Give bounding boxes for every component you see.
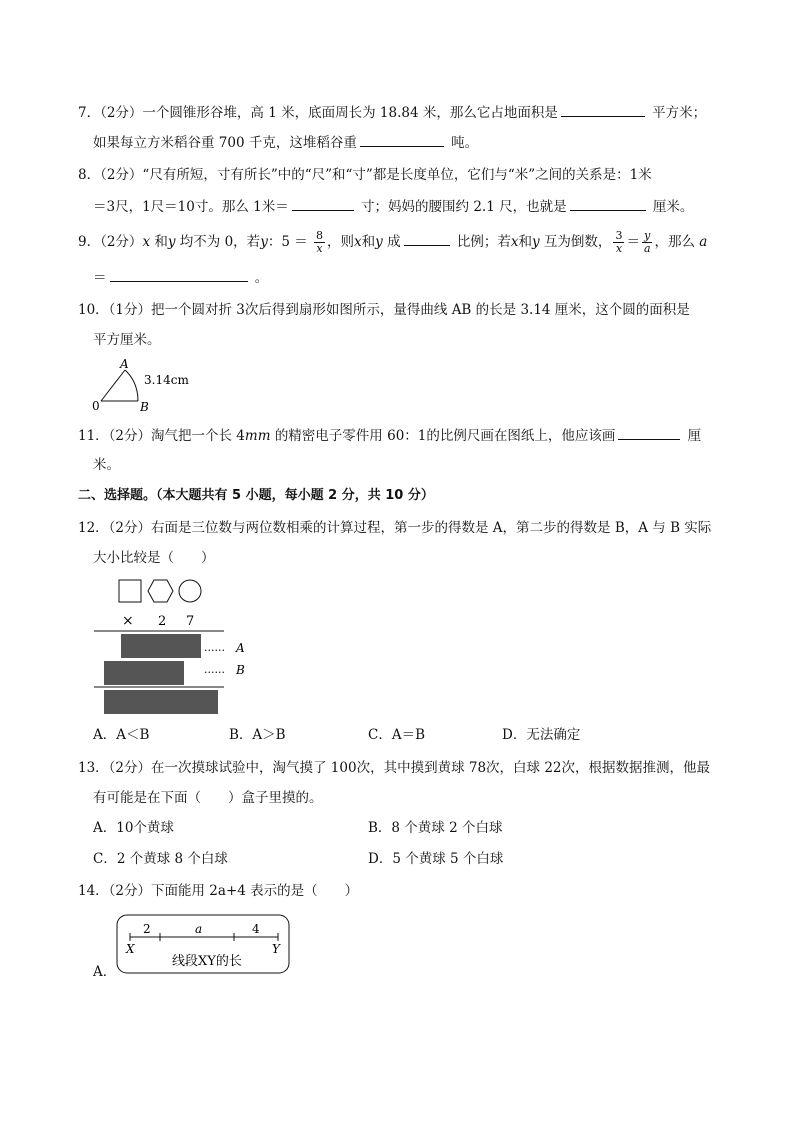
- q14-text-a: 14．（2分）下面能用 2a+4 表示的是（ ）: [78, 883, 359, 899]
- q14-option-a-figure: [116, 914, 292, 976]
- q11-line1: [78, 425, 701, 446]
- q9-text: 均不为 0，若: [179, 234, 261, 250]
- q11-text-d: 米。: [93, 457, 120, 473]
- q8-line1: [78, 165, 652, 185]
- q12-option-b-label: B．A＞B: [229, 727, 286, 743]
- q9-text: 互为倒数，: [543, 234, 612, 250]
- q9-text: 和: [518, 234, 532, 250]
- q11-line2: [93, 455, 120, 475]
- q11-text-c: 厘: [687, 428, 702, 444]
- q13-option-a-label: A．10个黄球: [93, 820, 174, 836]
- q10-line1: [78, 300, 690, 320]
- q9-fraction-y-over-a: [642, 230, 653, 255]
- q13-option-c[interactable]: [93, 849, 228, 869]
- q9-text: ＝: [93, 270, 107, 286]
- q13-option-b[interactable]: [368, 818, 502, 838]
- q14-option-a[interactable]: [93, 962, 116, 982]
- hexagon-digit-icon: [148, 580, 173, 602]
- q9-var-x: x: [354, 234, 362, 250]
- q9-text: 和: [361, 234, 376, 250]
- frac-den: x: [615, 242, 623, 255]
- frac-num: 8: [316, 229, 324, 242]
- times-sign: ×: [122, 613, 134, 629]
- q9-text: 成: [387, 234, 401, 250]
- label-o: 0: [92, 399, 100, 413]
- q13-text-b: 有可能是在下面（ ）盒子里摸的。: [93, 790, 323, 806]
- label-b: B: [140, 400, 149, 414]
- digit-2: 2: [158, 614, 167, 629]
- q8-text-d: 厘米。: [652, 199, 694, 215]
- q12-option-d[interactable]: [502, 725, 580, 745]
- sector-arc-ab: [125, 370, 138, 401]
- q9-var-y: y: [532, 234, 540, 250]
- q9-var-a: a: [699, 234, 708, 250]
- label-a: a: [195, 922, 203, 936]
- label-2: 2: [143, 922, 151, 936]
- q10-text-b: 平方厘米。: [93, 332, 161, 348]
- partial-product-a-block: [121, 634, 201, 658]
- q7-text-d: 吨。: [451, 135, 479, 151]
- product-block: [104, 690, 218, 714]
- q12-multiplication-figure: [90, 577, 260, 717]
- q11-blank[interactable]: [618, 425, 680, 440]
- q7-text-a: 7．（2分）一个圆锥形谷堆，高 1 米，底面周长为 18.84 米，那么它占地面积是: [78, 105, 558, 121]
- frac-den: x: [316, 242, 323, 255]
- q7-text-b: 平方米；: [652, 105, 707, 121]
- digit-7: 7: [186, 614, 195, 629]
- q11-text-a: 11．（2分）淘气把一个长 4: [78, 428, 245, 444]
- label-arc-length: 3.14cm: [144, 373, 189, 387]
- q8-text-c: 寸；妈妈的腰围约 2.1 尺，也就是: [361, 199, 567, 215]
- frac-num: y: [644, 229, 651, 242]
- q7-text-c: 如果每立方米稻谷重 700 千克，这堆稻谷重: [93, 135, 357, 151]
- q7-line1: [78, 102, 706, 123]
- label-x: X: [126, 942, 135, 956]
- q9-fraction-8-over-x: [314, 230, 325, 255]
- q12-option-b[interactable]: [229, 725, 286, 745]
- q8-text-b: ＝3尺，1尺＝10寸。那么 1米＝: [93, 199, 289, 215]
- q12-option-d-label: D．无法确定: [502, 727, 581, 743]
- q13-option-b-label: B．8 个黄球 2 个白球: [368, 820, 503, 836]
- q12-line2: [93, 548, 215, 568]
- square-digit-icon: [119, 580, 141, 602]
- section-2-heading: [78, 486, 434, 506]
- label-b: B: [236, 663, 245, 677]
- q14-option-a-label: A．: [93, 964, 117, 980]
- q12-option-c-label: C．A＝B: [368, 727, 425, 743]
- partial-product-b-block: [104, 661, 184, 685]
- q13-line1: [78, 758, 710, 778]
- q9-line1: [78, 230, 707, 255]
- q9-blank-ratio[interactable]: [404, 231, 450, 246]
- q10-sector-figure: [88, 356, 198, 414]
- section-2-title: 二、选择题。（本大题共有 5 小题，每小题 2 分，共 10 分）: [78, 488, 434, 503]
- q9-text: 比例；若: [456, 234, 511, 250]
- dots-a: ......: [204, 641, 225, 654]
- q9-line2: [93, 267, 268, 288]
- q9-text: ＝: [626, 234, 640, 250]
- q13-line2: [93, 788, 323, 808]
- q9-text: 。: [254, 270, 269, 286]
- q14-line1: [78, 881, 358, 901]
- frac-den: a: [643, 242, 651, 255]
- q9-blank-a[interactable]: [110, 267, 248, 282]
- q12-text-a: 12．（2分）右面是三位数与两位数相乘的计算过程，第一步的得数是 A，第二步的得数是 B，A 与 B 实际: [78, 520, 712, 536]
- q7-blank-area[interactable]: [561, 102, 645, 117]
- q11-text-b: 的精密电子零件用 60：1的比例尺画在图纸上，他应该画: [274, 428, 616, 444]
- q9-var-x: x: [510, 234, 519, 250]
- label-a: A: [120, 357, 129, 371]
- caption-segment-length: 线段XY的长: [172, 954, 242, 969]
- q12-text-b: 大小比较是（ ）: [93, 550, 215, 566]
- q12-option-a[interactable]: [93, 725, 149, 745]
- sector-radius-oa: [101, 370, 125, 401]
- q8-line2: [93, 196, 693, 217]
- q9-text: ：5 ＝: [267, 234, 308, 250]
- q9-fraction-3-over-x: [613, 230, 624, 255]
- q12-option-c[interactable]: [368, 725, 425, 745]
- q9-var-x: x: [142, 234, 151, 250]
- q13-option-c-label: C．2 个黄球 8 个白球: [93, 851, 228, 867]
- q13-text-a: 13．（2分）在一次摸球试验中，淘气摸了 100次，其中摸到黄球 78次，白球 22次，根据数据推测，他最: [78, 760, 711, 776]
- q7-blank-weight[interactable]: [360, 132, 444, 147]
- q13-option-a[interactable]: [93, 818, 174, 838]
- q10-line2: [93, 330, 161, 350]
- q9-var-y: y: [167, 234, 176, 250]
- q7-line2: [93, 132, 478, 153]
- q12-option-a-label: A．A＜B: [93, 727, 150, 743]
- label-4: 4: [252, 922, 260, 936]
- q9-text: 和: [154, 234, 168, 250]
- q11-unit: mm: [244, 428, 271, 444]
- label-y: Y: [272, 942, 280, 956]
- q9-text: ，则: [327, 234, 355, 250]
- q10-text-a: 10．（1分）把一个圆对折 3次后得到扇形如图所示，量得曲线 AB 的长是 3.14 厘米，这个圆的面积是: [78, 302, 690, 318]
- q9-var-y: y: [260, 234, 268, 250]
- q13-option-d-label: D．5 个黄球 5 个白球: [368, 851, 504, 867]
- q8-blank-cun[interactable]: [292, 196, 354, 211]
- frac-num: 3: [615, 229, 623, 242]
- q8-text-a: 8．（2分）“尺有所短，寸有所长”中的“尺”和“寸”都是长度单位，它们与“米”之间的关系是：1米: [78, 167, 652, 183]
- q12-line1: [78, 518, 711, 538]
- label-a: A: [236, 641, 245, 655]
- q9-var-y: y: [375, 234, 383, 250]
- dots-b: ......: [204, 663, 225, 676]
- q8-blank-cm[interactable]: [570, 196, 646, 211]
- circle-digit-icon: [179, 580, 201, 602]
- q9-text: ，那么: [654, 234, 695, 250]
- q13-option-d[interactable]: [368, 849, 503, 869]
- q9-text: 9．（2分）: [78, 234, 143, 250]
